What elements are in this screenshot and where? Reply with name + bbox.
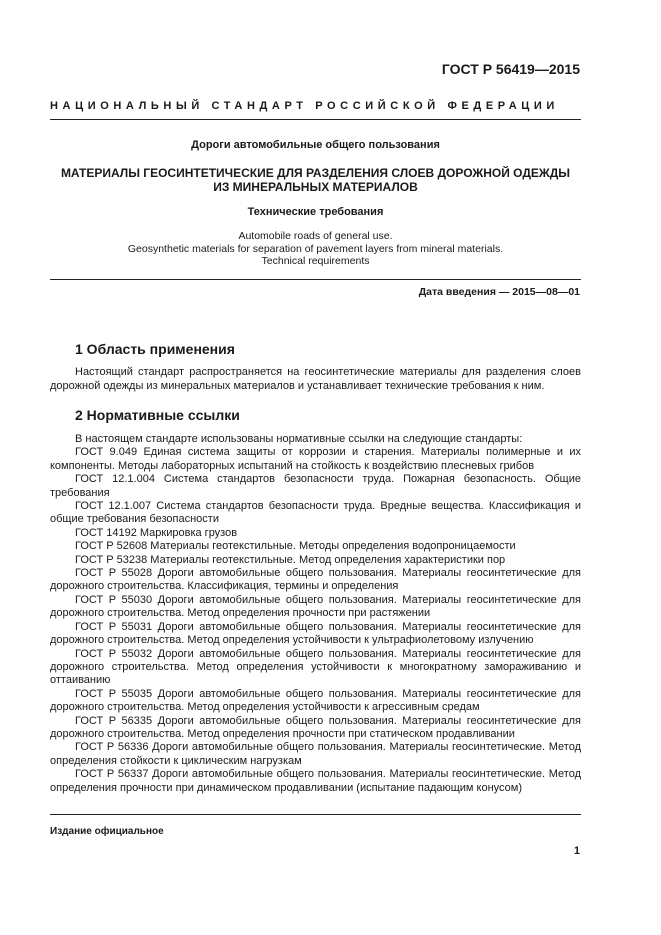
ru-requirements: Технические требования [247,206,384,218]
official-edition-label: Издание официальное [50,826,164,837]
standard-code: ГОСТ Р 56419—2015 [441,61,580,77]
references-intro: В настоящем стандарте использованы нормативные ссылки на следующие стандарты: [75,433,523,445]
en-title-line-2: Geosynthetic materials for separation of pavement layers from mineral materials. [127,242,504,255]
en-title-line-3: Technical requirements [261,255,370,267]
introduction-date: Дата введения — 2015—08—01 [418,286,580,298]
title-rule [50,279,581,280]
page-number: 1 [573,845,580,857]
section-2-heading: 2 Нормативные ссылки [75,407,240,423]
ru-title-line-1: МАТЕРИАЛЫ ГЕОСИНТЕТИЧЕСКИЕ ДЛЯ РАЗДЕЛЕНИЯ СЛОЕВ ДОРОЖНОЙ ОДЕЖДЫ [60,166,571,180]
reference-item: ГОСТ Р 53238 Материалы геотекстильные. Метод определения характеристики пор [75,553,506,566]
reference-item: ГОСТ 9.049 Единая система защиты от коррозии и старения. Материалы полимерные и их компоненты. Методы лабораторных испытаний на стойкость к воздействию плесневых грибов [50,446,581,472]
reference-item: ГОСТ Р 52608 Материалы геотекстильные. Методы определения водопроницаемости [75,540,516,553]
reference-item: ГОСТ Р 56335 Дороги автомобильные общего пользования. Материалы геосинтетические для дорожного строительства. Метод определения прочности при статическом продавливании [50,714,581,740]
ru-subtitle: Дороги автомобильные общего пользования [191,139,440,151]
section-1-heading: 1 Область применения [75,341,235,357]
reference-item: ГОСТ Р 55032 Дороги автомобильные общего пользования. Материалы геосинтетические для дорожного строительства. Метод определения устойчивости к многократному замораживанию и оттаиванию [50,647,581,687]
reference-item: ГОСТ 12.1.007 Система стандартов безопасности труда. Вредные вещества. Классификация и общие требования безопасности [50,500,581,526]
reference-item: ГОСТ Р 55028 Дороги автомобильные общего пользования. Материалы геосинтетические для дорожного строительства. Классификация, термины и определения [50,567,581,593]
section-1-text [50,365,581,393]
reference-item: ГОСТ Р 55031 Дороги автомобильные общего пользования. Материалы геосинтетические для дорожного строительства. Метод определения устойчивости к ультрафиолетовому излучению [50,620,581,647]
reference-item: ГОСТ Р 55035 Дороги автомобильные общего пользования. Материалы геосинтетические для дорожного строительства. Метод определения устойчивости к агрессивным средам [50,687,581,714]
header-rule [50,119,581,120]
ru-title-line-2: ИЗ МИНЕРАЛЬНЫХ МАТЕРИАЛОВ [213,180,418,194]
reference-item: ГОСТ Р 56337 Дороги автомобильные общего пользования. Материалы геосинтетические. Метод определения прочности при динамическом продавливании (испытание падающим конусом) [50,768,581,794]
reference-item: ГОСТ Р 55030 Дороги автомобильные общего пользования. Материалы геосинтетические для дорожного строительства. Метод определения прочности при растяжении [50,593,581,620]
footer-rule [50,814,581,815]
references-list [50,433,581,795]
ru-title [50,166,581,194]
national-standard-heading: НАЦИОНАЛЬНЫЙ СТАНДАРТ РОССИЙСКОЙ ФЕДЕРАЦИИ [50,100,559,112]
en-title [50,230,581,268]
reference-item: ГОСТ 14192 Маркировка грузов [75,526,238,539]
en-title-line-1: Automobile roads of general use. [238,230,393,242]
reference-item: ГОСТ 12.1.004 Система стандартов безопасности труда. Пожарная безопасность. Общие требования [50,473,581,499]
reference-item: ГОСТ Р 56336 Дороги автомобильные общего пользования. Материалы геосинтетические. Метод определения стойкости к циклическим нагрузкам [50,741,581,767]
section-1-paragraph: Настоящий стандарт распространяется на геосинтетические материалы для разделения слоев дорожной одежды из минеральных материалов и устанавливает технические требования к ним. [50,366,581,392]
